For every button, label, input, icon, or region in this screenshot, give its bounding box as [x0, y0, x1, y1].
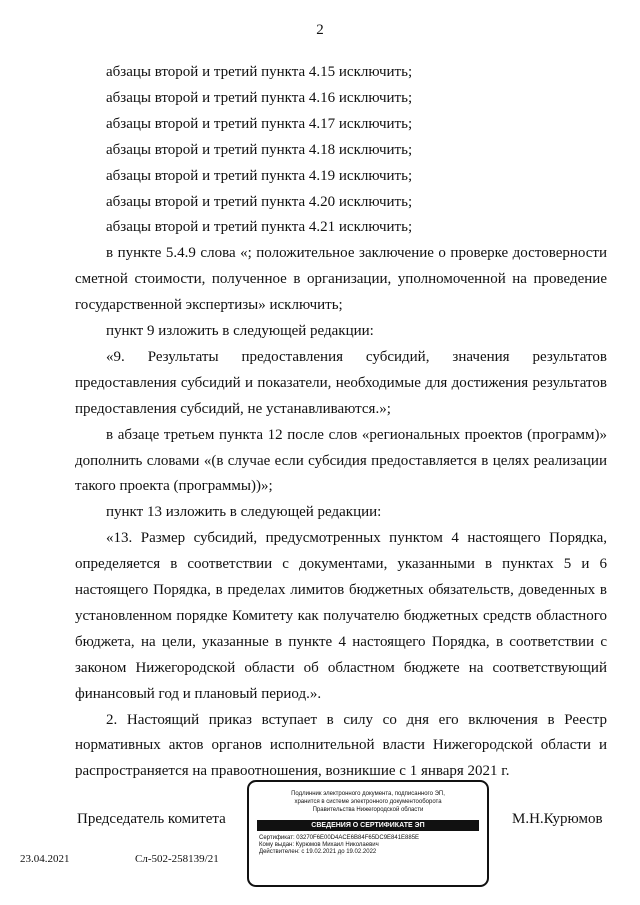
- page-number: 2: [316, 22, 324, 38]
- stamp-title: СВЕДЕНИЯ О СЕРТИФИКАТЕ ЭП: [257, 820, 479, 831]
- text-line: «9. Результаты предоставления субсидий, значения результатов: [106, 348, 607, 365]
- text-line: государственной экспертизы» исключить;: [75, 297, 343, 314]
- text-line: в абзаце третьем пункта 12 после слов «региональных проектов (программ)»: [106, 426, 607, 443]
- text-line: законом Нижегородской области об областном бюджете на соответствующий: [75, 659, 607, 676]
- text-line: настоящего Порядка, в пределах лимитов бюджетных обязательств, доведенных в: [75, 582, 607, 598]
- text-line: абзацы второй и третий пункта 4.17 исключить;: [106, 115, 413, 132]
- text-line: абзацы второй и третий пункта 4.19 исключить;: [106, 167, 413, 184]
- text-line: абзацы второй и третий пункта 4.16 исключить;: [106, 89, 413, 106]
- stamp-certificate: Сертификат: 03270F6E00D4ACE6B84F65DC9E841E885E: [259, 835, 420, 841]
- signatory-position: Председатель комитета: [77, 811, 226, 827]
- text-line: бюджета, на цели, указанные в пункте 4 настоящего Порядка, в соответствии с: [75, 633, 607, 650]
- text-line: 2. Настоящий приказ вступает в силу со дня его включения в Реестр: [106, 711, 607, 728]
- text-line: финансовый год и плановый период.».: [75, 685, 322, 702]
- text-line: «13. Размер субсидий, предусмотренных пунктом 4 настоящего Порядка,: [106, 530, 607, 547]
- text-line: определяется в соответствии с документами, указанными в пунктах 5 и 6: [75, 556, 607, 573]
- stamp-header-line: хранится в системе электронного документооборота: [294, 799, 442, 805]
- text-line: распространяется на правоотношения, возникшие с 1 января 2021 г.: [75, 763, 510, 780]
- text-line: абзацы второй и третий пункта 4.20 исключить;: [106, 193, 413, 210]
- text-line: пункт 9 изложить в следующей редакции:: [106, 323, 374, 339]
- text-line: такого проекта (программы))»;: [75, 478, 273, 495]
- document-date: 23.04.2021: [20, 853, 70, 865]
- stamp-header-line: Правительства Нижегородской области: [312, 807, 424, 813]
- electronic-signature-stamp: [247, 780, 489, 887]
- stamp-header-line: Подлинник электронного документа, подписанного ЭП,: [291, 791, 445, 797]
- text-line: предоставления субсидий и показатели, необходимые для достижения результатов: [75, 374, 607, 391]
- text-line: предоставления субсидий, не устанавливаются.»;: [75, 400, 391, 417]
- text-line: абзацы второй и третий пункта 4.21 исключить;: [106, 219, 413, 236]
- text-line: установленном порядке Комитету как получателю бюджетных средств областного: [75, 607, 607, 624]
- stamp-validity: Действителен: с 19.02.2021 до 19.02.2022: [259, 849, 377, 855]
- registration-number: Сл-502-258139/21: [135, 853, 219, 865]
- text-line: абзацы второй и третий пункта 4.18 исключить;: [106, 141, 413, 158]
- text-line: сметной стоимости, полученное в организации, уполномоченной на проведение: [75, 271, 607, 288]
- stamp-header: [249, 790, 487, 814]
- text-line: пункт 13 изложить в следующей редакции:: [106, 504, 382, 521]
- text-line: в пункте 5.4.9 слова «; положительное заключение о проверке достоверности: [106, 245, 607, 262]
- stamp-owner: Кому выдан: Курюмов Михаил Николаевич: [259, 842, 379, 848]
- text-line: абзацы второй и третий пункта 4.15 исключить;: [106, 64, 413, 80]
- signatory-name: М.Н.Курюмов: [512, 811, 603, 827]
- text-line: дополнить словами «(в случае если субсидия предоставляется в целях реализации: [75, 452, 607, 469]
- text-line: нормативных актов органов исполнительной власти Нижегородской области и: [75, 737, 607, 754]
